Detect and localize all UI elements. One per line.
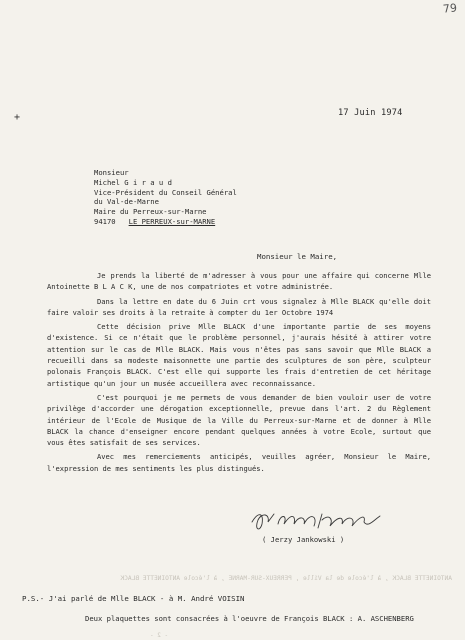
bleed-through-page-number: - 2 - [150, 632, 169, 639]
address-line: Maire du Perreux-sur-Marne [94, 207, 207, 217]
paragraph: C'est pourquoi je me permets de vous demander de bien vouloir user de votre privilège d'accorder une dérogation exceptionnelle, prevue dans l'art. 2 du Règlement intérieur de l'Ecole de Musique de la Ville du Perreux-sur-Marne et de donner à Mlle BLACK la chance d'enseigner encore pendant quelques années à votre Ecole, surtout que vous êtes satisfait de ses services. [47, 392, 431, 448]
paragraph: Avec mes remerciements anticipés, veuilles agréer, Monsieur le Maire, l'expression de mes sentiments les plus distingués. [47, 452, 431, 473]
address-line: Vice-Président du Conseil Général [94, 187, 237, 197]
margin-mark: + [14, 112, 21, 123]
paragraph: Dans la lettre en date du 6 Juin crt vous signalez à Mlle BLACK qu'elle doit faire valoir ses droits à la retraite à compter du 1er Octobre 1974 [47, 296, 431, 317]
recipient-address [94, 168, 237, 227]
address-line: du Val-de-Marne [94, 197, 159, 207]
signature-name: ( Jerzy Jankowski ) [262, 535, 345, 544]
paragraph: Cette décision prive Mlle BLACK d'une importante partie de ses moyens d'existence. Si ce n'était que le problème personnel, j'aurais hésité à attirer votre attention sur le cas de Mlle BLACK. Mais vous n'êtes pas sans savoir que Mlle BLACK a recueilli dans sa modeste maisonnette une partie des sculptures de son père, sculpteur polonais François BLACK. C'est elle qui supporte les frais d'entretien de cet héritage artistique qu'un jour un musée accueillera avec reconnaissance. [47, 322, 431, 388]
letter-date: 17 Juin 1974 [338, 108, 403, 118]
bleed-through-text: ANTOINETTE BLACK , à l'école de la Ville , PERREUX-SUR-MARNE , à l'école ANTOINETTE BLACK [120, 575, 452, 582]
address-line: Monsieur [94, 168, 129, 177]
postal-code: 94170 [94, 216, 116, 226]
salutation: Monsieur le Maire, [257, 252, 338, 261]
address-line [94, 217, 237, 227]
letter-body [47, 270, 431, 477]
city: LE PERREUX-sur-MARNE [128, 216, 216, 226]
postscript: P.S.- J'ai parlé de Mlle BLACK - à M. André VOISIN [22, 594, 245, 603]
postscript-line-2: Deux plaquettes sont consacrées à l'oeuvre de François BLACK : A. ASCHENBERG [85, 614, 414, 623]
address-line: Michel G i r a u d [94, 177, 172, 187]
paragraph: Je prends la liberté de m'adresser à vous pour une affaire qui concerne Mlle Antoinette B L A C K, une de nos compatriotes et votre administrée. [47, 271, 431, 292]
page-number: 79 [442, 1, 458, 16]
handwritten-signature [248, 508, 388, 534]
